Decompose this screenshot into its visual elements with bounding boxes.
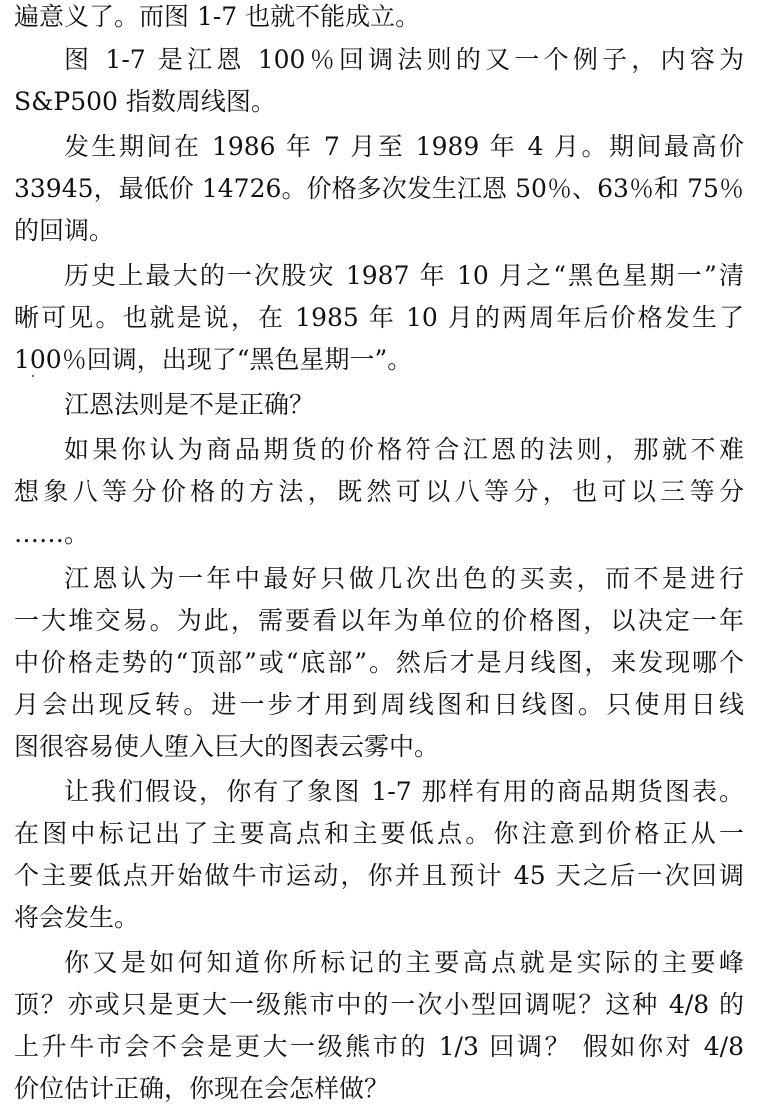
text-line: 在图中标记出了主要高点和主要低点。你注意到价格正从一: [14, 820, 744, 848]
text-line: 月会出现反转。进一步才用到周线图和日线图。只使用日线: [14, 691, 744, 719]
text-line: ……。: [14, 520, 90, 548]
scan-speck: [32, 375, 34, 377]
text-line: 将会发生。: [14, 904, 140, 932]
text-line: 遍意义了。而图 1-7 也就不能成立。: [14, 3, 421, 31]
text-line: 的回调。: [14, 217, 115, 245]
text-line: 江恩法则是不是正确？: [64, 391, 315, 419]
text-line: 中价格走势的“顶部”或“底部”。然后才是月线图，来发现哪个: [14, 649, 744, 677]
text-line: 让我们假设，你有了象图 1-7 那样有用的商品期货图表。: [64, 778, 744, 806]
text-line: 如果你认为商品期货的价格符合江恩的法则，那就不难: [64, 436, 744, 464]
text-line: 个主要低点开始做牛市运动，你并且预计 45 天之后一次回调: [14, 862, 744, 890]
text-line: 一大堆交易。为此，需要看以年为单位的价格图，以决定一年: [14, 607, 744, 635]
text-line: 100％回调，出现了“黑色星期一”。: [14, 346, 413, 374]
text-line: 发生期间在 1986 年 7 月至 1989 年 4 月。期间最高价: [64, 133, 744, 161]
text-line: 想象八等分价格的方法，既然可以八等分，也可以三等分: [14, 478, 744, 506]
text-line: 价位估计正确，你现在会怎样做？: [14, 1075, 390, 1103]
text-line: 顶？亦或只是更大一级熊市中的一次小型回调呢？这种 4/8 的: [14, 991, 744, 1019]
text-line: 图很容易使人堕入巨大的图表云雾中。: [14, 733, 440, 761]
text-line: 江恩认为一年中最好只做几次出色的买卖，而不是进行: [64, 565, 744, 593]
text-line: 上升牛市会不会是更大一级熊市的 1/3 回调？ 假如你对 4/8: [14, 1033, 744, 1061]
text-line: 晰可见。也就是说，在 1985 年 10 月的两周年后价格发生了: [14, 304, 744, 332]
text-line: 33945，最低价 14726。价格多次发生江恩 50％、63％和 75％: [14, 175, 744, 203]
text-line: 历史上最大的一次股灾 1987 年 10 月之“黑色星期一”清: [64, 262, 744, 290]
text-line: S&P500 指数周线图。: [14, 88, 276, 116]
text-line: 图 1-7 是江恩 100％回调法则的又一个例子，内容为: [64, 46, 744, 74]
text-line: 你又是如何知道你所标记的主要高点就是实际的主要峰: [64, 949, 744, 977]
